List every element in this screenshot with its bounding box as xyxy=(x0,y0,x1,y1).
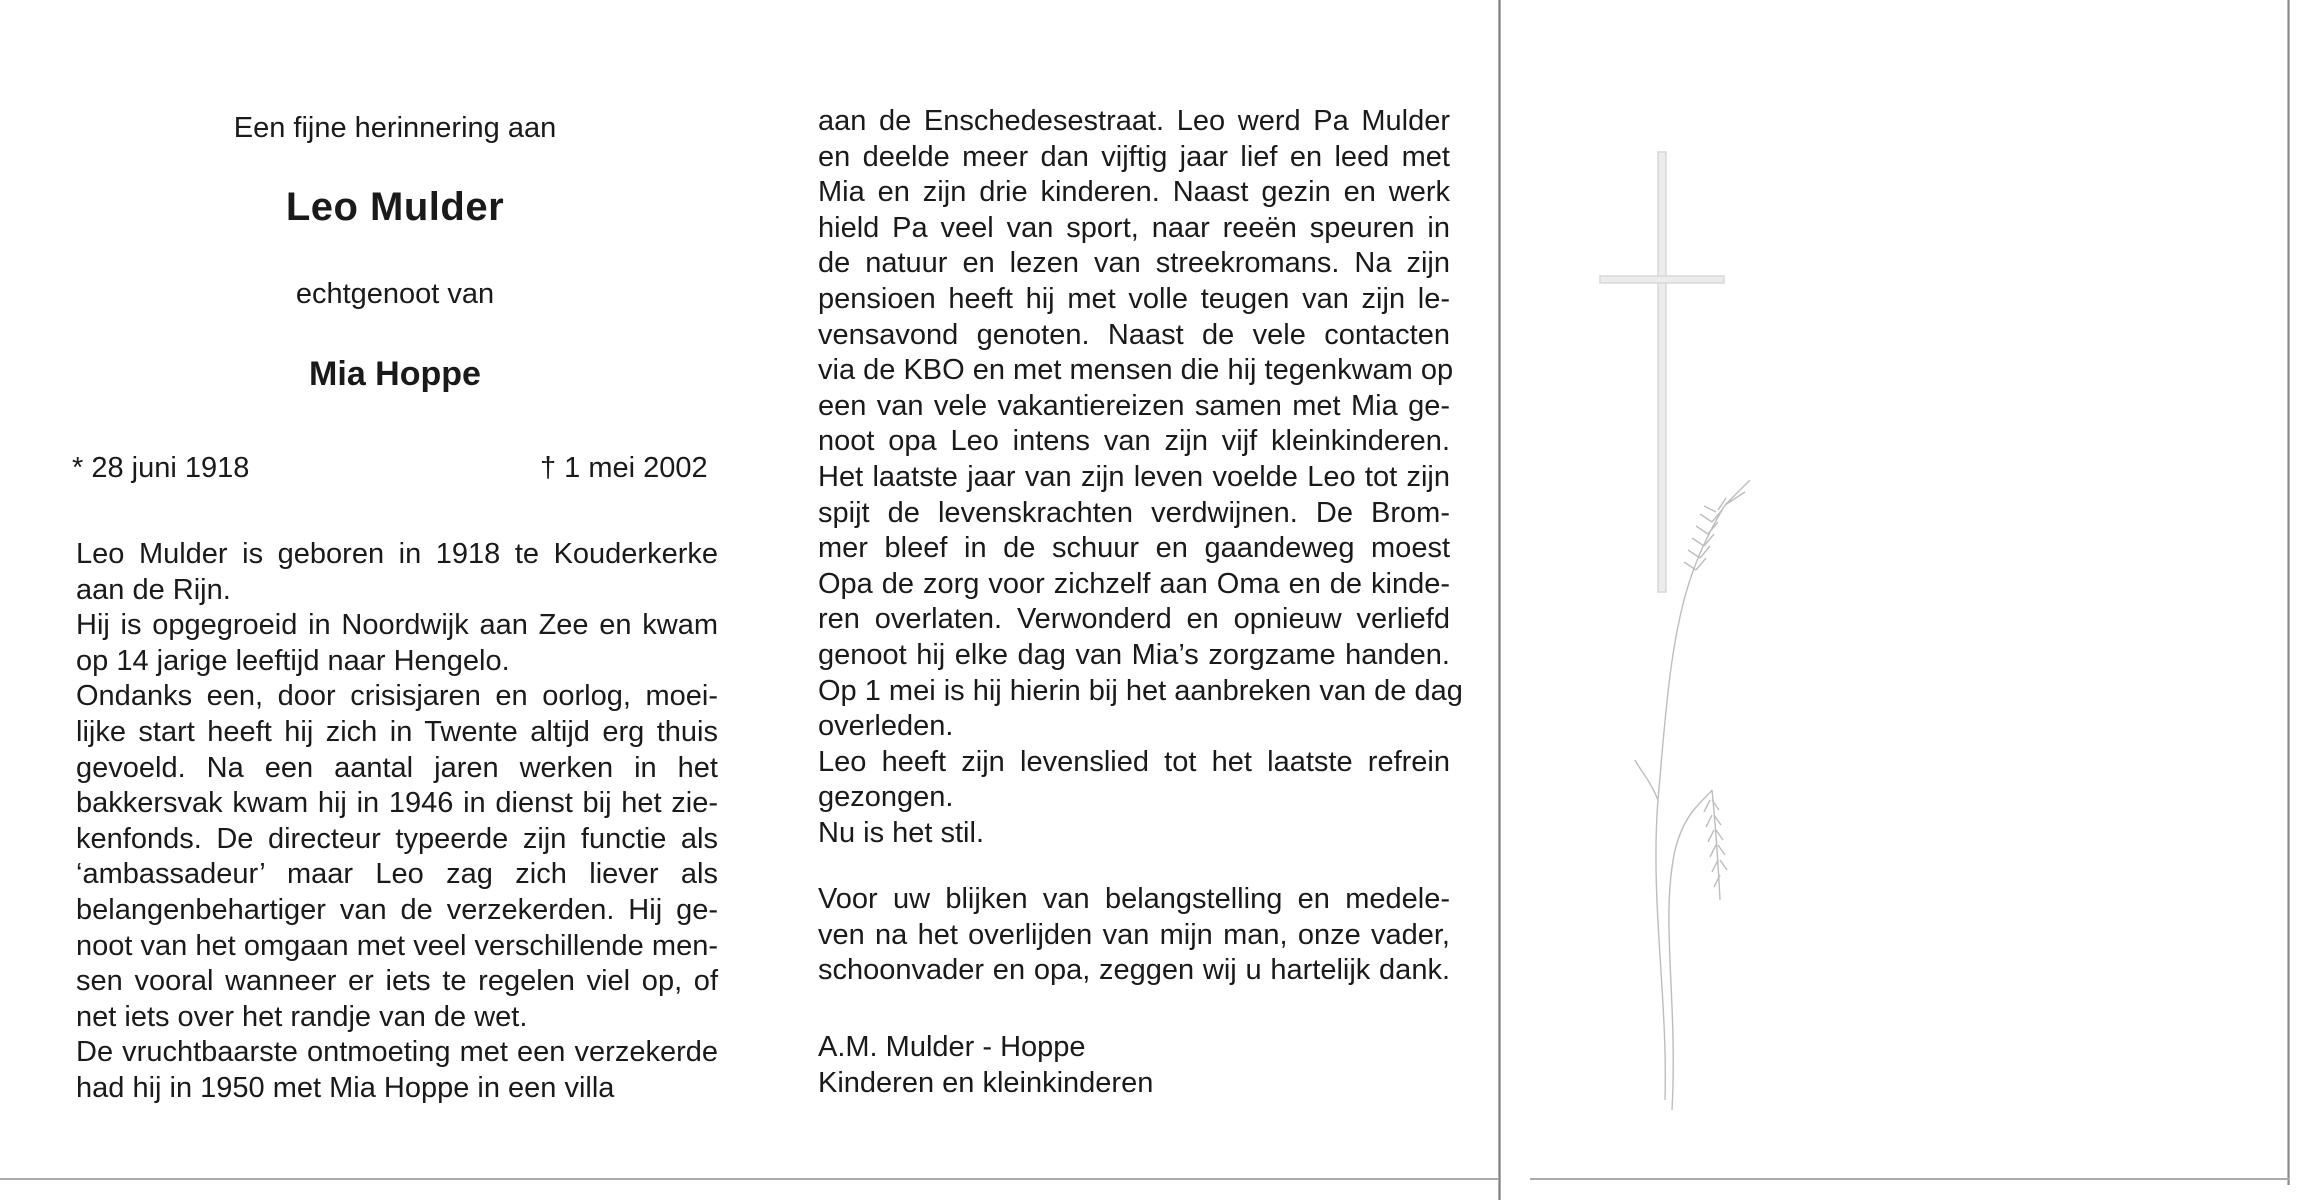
text-line: vensavond genoten. Naast de vele contacten xyxy=(818,318,1450,351)
deceased-name: Leo Mulder xyxy=(285,185,505,229)
cross-and-wheat-illustration xyxy=(1500,0,2290,1178)
text-line: en deelde meer dan vijftig jaar lief en leed met xyxy=(818,140,1450,173)
text-line: had hij in 1950 met Mia Hoppe in een villa xyxy=(76,1071,615,1104)
text-line: pensioen heeft hij met volle teugen van zijn le- xyxy=(818,282,1450,315)
death-date: † 1 mei 2002 xyxy=(540,452,708,484)
text-line: kenfonds. De directeur typeerde zijn functie als xyxy=(76,822,718,855)
text-line: Op 1 mei is hij hierin bij het aanbreken van de dag xyxy=(818,674,1463,707)
text-line: ‘ambassadeur’ maar Leo zag zich liever als xyxy=(76,858,718,891)
text-line: gevoeld. Na een aantal jaren werken in het xyxy=(76,751,718,784)
text-line: overleden. xyxy=(818,710,954,743)
cross-icon xyxy=(1600,152,1724,592)
text-line: Opa de zorg voor zichzelf aan Oma en de kinde- xyxy=(818,567,1450,600)
text-line: Het laatste jaar van zijn leven voelde Leo tot zijn xyxy=(818,460,1450,493)
text-line: Hij is opgegroeid in Noordwijk aan Zee en kwam xyxy=(76,609,718,642)
text-line: via de KBO en met mensen die hij tegenkwam op xyxy=(818,354,1454,387)
card-bottom-edge xyxy=(1530,1178,2290,1180)
text-line: spijt de levenskrachten verdwijnen. De Brom- xyxy=(818,496,1450,529)
text-line: ren overlaten. Verwonderd en opnieuw verliefd xyxy=(818,603,1450,636)
text-line: de natuur en lezen van streekromans. Na zijn xyxy=(818,247,1450,280)
text-line: gezongen. xyxy=(818,781,954,814)
biography-left xyxy=(76,537,718,1107)
signature-block xyxy=(818,1030,1450,1101)
text-line: net iets over het randje van de wet. xyxy=(76,1000,528,1033)
biography-right xyxy=(818,104,1463,851)
text-line: noot opa Leo intens van zijn vijf kleinkinderen. xyxy=(818,425,1450,458)
text-line: bakkersvak kwam hij in 1946 in dienst bij het zie- xyxy=(76,787,718,820)
signature-line: A.M. Mulder - Hoppe xyxy=(818,1031,1086,1063)
text-line: Nu is het stil. xyxy=(818,816,984,849)
text-line: noot van het omgaan met veel verschillende men- xyxy=(76,929,718,962)
text-line: Ondanks een, door crisisjaren en oorlog, moei- xyxy=(76,680,718,713)
text-line: Leo heeft zijn levenslied tot het laatste refrein xyxy=(818,745,1450,778)
thanks-paragraph xyxy=(818,882,1450,989)
birth-date: * 28 juni 1918 xyxy=(72,452,250,484)
signature-line: Kinderen en kleinkinderen xyxy=(818,1066,1154,1099)
text-line: ven na het overlijden van mijn man, onze vader, xyxy=(818,918,1450,951)
text-line: mer bleef in de schuur en gaandeweg moest xyxy=(818,532,1450,565)
text-line: hield Pa veel van sport, naar reeën speuren in xyxy=(818,211,1450,244)
wheat-icon xyxy=(1635,480,1750,1110)
spouse-label: echtgenoot van xyxy=(295,278,495,310)
card-bottom-edge xyxy=(0,1178,1498,1180)
text-line: belangenbehartiger van de verzekerden. Hij ge- xyxy=(76,893,718,926)
text-line: aan de Rijn. xyxy=(76,573,231,606)
text-line: schoonvader en opa, zeggen wij u hartelijk dank. xyxy=(818,954,1450,987)
text-line: op 14 jarige leeftijd naar Hengelo. xyxy=(76,644,510,677)
intro-text: Een fijne herinnering aan xyxy=(233,112,557,144)
text-line: een van vele vakantiereizen samen met Mia ge- xyxy=(818,389,1450,422)
text-line: De vruchtbaarste ontmoeting met een verzekerde xyxy=(76,1036,718,1069)
text-line: lijke start heeft hij zich in Twente altijd erg thuis xyxy=(76,715,718,748)
spouse-name: Mia Hoppe xyxy=(309,355,481,393)
text-line: sen vooral wanneer er iets te regelen viel op, of xyxy=(76,965,718,998)
text-line: Voor uw blijken van belangstelling en medele- xyxy=(818,883,1450,915)
text-line: genoot hij elke dag van Mia’s zorgzame handen. xyxy=(818,638,1450,671)
text-line: Mia en zijn drie kinderen. Naast gezin en werk xyxy=(818,176,1450,209)
text-line: Leo Mulder is geboren in 1918 te Kouderkerke xyxy=(76,538,718,570)
text-line: aan de Enschedesestraat. Leo werd Pa Mulder xyxy=(818,105,1450,137)
